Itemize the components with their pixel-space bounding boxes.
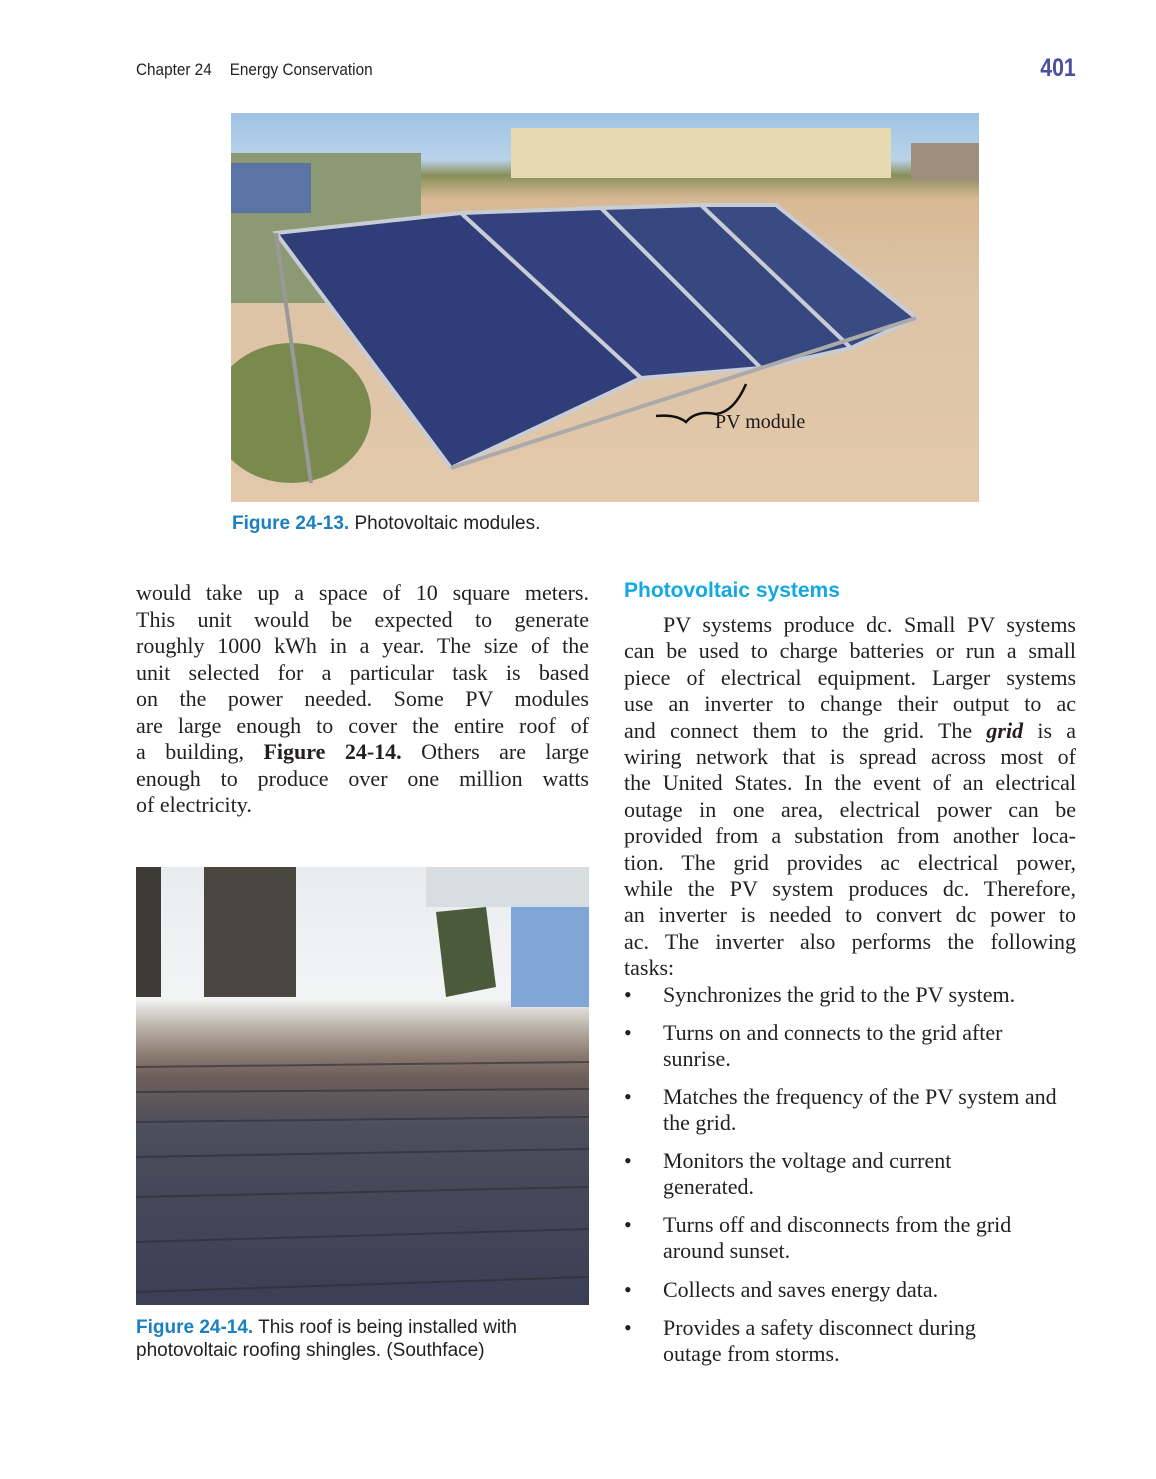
- text-line: outage in one area, electrical power can be: [624, 796, 1076, 822]
- text-line: piece of electrical equipment. Larger systems: [624, 664, 1076, 690]
- text-line: [624, 718, 1076, 744]
- term-grid: grid: [986, 717, 1024, 743]
- text-line: roughly 1000 kWh in a year. The size of the: [136, 633, 589, 658]
- list-item-text: Provides a safety disconnect during outage from storms.: [663, 1315, 976, 1367]
- section-heading: Photovoltaic systems: [624, 579, 840, 602]
- pv-module-callout: PV module: [715, 411, 806, 433]
- text-line: can be used to charge batteries or run a small: [624, 638, 1076, 664]
- text-line: This unit would be expected to generate: [136, 606, 589, 632]
- figure-24-13-caption: [232, 512, 540, 535]
- list-item-text: Collects and saves energy data.: [663, 1277, 939, 1302]
- list-item-text: Turns on and connects to the grid after sunrise.: [663, 1020, 1003, 1072]
- list-item-text: Turns off and disconnects from the grid around sunset.: [663, 1212, 1012, 1264]
- figure-24-13-photo: [231, 113, 979, 502]
- bullet: •: [624, 1148, 632, 1173]
- text-line: [136, 739, 589, 766]
- text-line: tasks:: [624, 955, 675, 981]
- text-line: tion. The grid provides ac electrical power,: [624, 849, 1076, 875]
- list-item-text: Monitors the voltage and current generated.: [663, 1148, 952, 1200]
- figure-24-14-caption: [136, 1316, 596, 1362]
- list-item-text: Synchronizes the grid to the PV system.: [663, 982, 1016, 1007]
- caption-text: photovoltaic roofing shingles. (Southface): [136, 1340, 485, 1361]
- bullet: •: [624, 1277, 632, 1302]
- text-line: are large enough to cover the entire roof of: [136, 712, 589, 738]
- caption-text: Photovoltaic modules.: [349, 513, 541, 534]
- text-line: while the PV system produces dc. Therefore,: [624, 875, 1076, 901]
- figure-label: Figure 24-13.: [232, 513, 350, 534]
- text-line: unit selected for a particular task is based: [136, 659, 589, 685]
- caption-text: This roof is being installed with: [253, 1317, 517, 1338]
- text-line: would take up a space of 10 square meters.: [136, 580, 589, 605]
- left-paragraph: [136, 580, 589, 819]
- text: is a: [1023, 717, 1076, 743]
- text-line: provided from a substation from another loca-: [624, 823, 1076, 849]
- figure-reference: Figure 24-14.: [263, 739, 402, 764]
- chapter-title: Energy Conservation: [229, 60, 373, 79]
- figure-label: Figure 24-14.: [136, 1317, 254, 1338]
- bullet: •: [624, 1020, 632, 1045]
- section-paragraph: [624, 612, 1076, 981]
- text-line: on the power needed. Some PV modules: [136, 686, 589, 711]
- text-line: use an inverter to change their output to ac: [624, 691, 1076, 717]
- text-line: enough to produce over one million watts: [136, 765, 589, 791]
- text: Others are large: [401, 739, 590, 764]
- text-line: the United States. In the event of an electrical: [624, 770, 1076, 796]
- text-line: an inverter is needed to convert dc power to: [624, 902, 1076, 928]
- chapter-number: Chapter 24: [136, 60, 212, 79]
- list-item-text: Matches the frequency of the PV system and the grid.: [663, 1084, 1057, 1136]
- page-number: 401: [1040, 54, 1076, 82]
- running-header: [136, 60, 373, 80]
- bullet: •: [624, 1212, 632, 1237]
- figure-24-14-photo: [136, 867, 589, 1305]
- solar-panels-illustration: [231, 113, 979, 502]
- text-line: ac. The inverter also performs the following: [624, 928, 1076, 954]
- text: and connect them to the grid. The: [624, 717, 987, 743]
- bullet: •: [624, 1315, 632, 1340]
- text-line: PV systems produce dc. Small PV systems: [663, 612, 1076, 637]
- text-line: of electricity.: [136, 792, 252, 817]
- bullet: •: [624, 1084, 632, 1109]
- text-line: wiring network that is spread across most of: [624, 743, 1076, 769]
- bullet: •: [624, 982, 632, 1007]
- roof-shingles-illustration: [136, 867, 589, 1305]
- text: a building,: [136, 739, 264, 764]
